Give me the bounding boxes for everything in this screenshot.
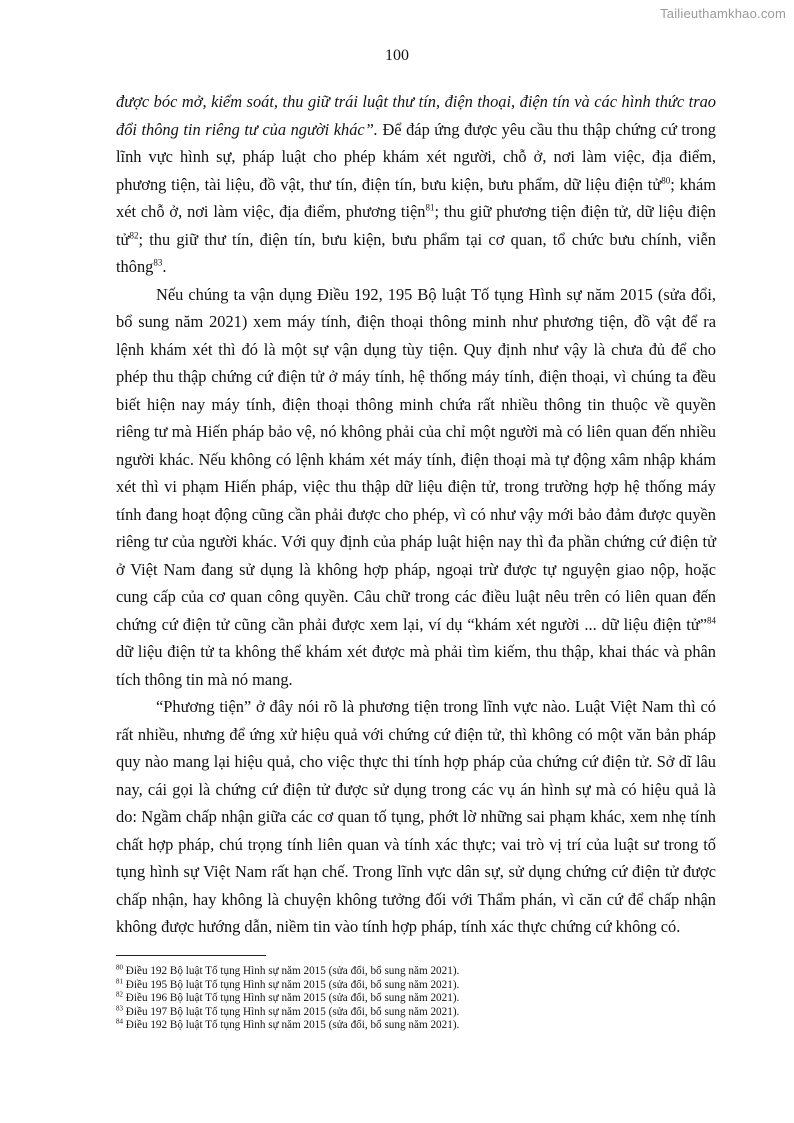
footnote-ref: 80 — [661, 175, 671, 186]
text-run: dữ liệu điện tử ta không thể khám xét được mà phải tìm kiếm, thu thập, khai thác và phân tích thông tin mà nó mang. — [116, 642, 716, 689]
quoted-text: được bóc mở, kiểm soát, thu giữ trái luật thư tín, điện thoại, điện tín và các hình thức trao đổi thông tin riêng tư của người khác”. — [116, 92, 716, 139]
page-number: 100 — [385, 47, 409, 64]
footnote-80: $^{80}$ Điều 192 Bộ luật Tố tụng Hình sự năm 2015 (sửa đổi, bổ sung năm 2021). — [116, 963, 460, 977]
footnote-separator — [116, 955, 266, 956]
text-run: “Phương tiện” ở đây nói rõ là phương tiện trong lĩnh vực nào. Luật Việt Nam thì có rất nhiều, nhưng để ứng xử hiệu quả với chứng cứ điện tử, thì không có một văn bản pháp quy nào mang lại hiệu quả, cho việc thực thi tính hợp pháp của chứng cứ điện tử. Sở dĩ lâu nay, cái gọi là chứng cứ điện tử được sử dụng trong các vụ án hình sự mà có hiệu quả là do: Ngầm chấp nhận giữa các cơ quan tố tụng, phớt lờ những sai phạm khác, xem nhẹ tính chất hợp pháp, chú trọng tính liên quan và tính xác thực; vai trò vị trí của luật sư trong tố tụng hình sự Việt Nam rất hạn chế. Trong lĩnh vực dân sự, sử dụng chứng cứ điện tử được chấp nhận, hay không là chuyện không tưởng đối với Thẩm phán, vì căn cứ để chấp nhận không được hướng dẫn, niềm tin vào tính hợp pháp, tính xác thực chứng cứ không có. — [116, 697, 716, 936]
text-run: Nếu chúng ta vận dụng Điều 192, 195 Bộ luật Tố tụng Hình sự năm 2015 (sửa đổi, bổ sung năm 2021) xem máy tính, điện thoại thông minh như phương tiện, đồ vật để ra lệnh khám xét thì đó là một sự vận dụng tùy tiện. Quy định như vậy là chưa đủ để cho phép thu thập chứng cứ điện tử ở máy tính, hệ thống máy tính, điện thoại, vì chúng ta đều biết hiện nay máy tính, điện thoại thông minh chứa rất nhiều thông tin thuộc về quyền riêng tư mà Hiến pháp bảo vệ, nó không phải của chỉ một người mà có liên quan đến nhiều người khác. Nếu không có lệnh khám xét máy tính, điện thoại mà tự động xâm nhập khám xét thì vi phạm Hiến pháp, việc thu thập dữ liệu điện tử, trong trường hợp hệ thống máy tính đang hoạt động cũng cần phải được cho phép, vì có như vậy mới bảo đảm được quyền riêng tư của người khác. Với quy định của pháp luật hiện nay thì đa phần chứng cứ điện tử ở Việt Nam đang sử dụng là không hợp pháp, ngoại trừ được tự nguyện giao nộp, hoặc cung cấp của cơ quan công quyền. Câu chữ trong các điều luật nêu trên có liên quan đến chứng cứ điện tử cũng cần phải được xem lại, ví dụ “khám xét người ... dữ liệu điện tử” — [116, 284, 716, 634]
footnotes — [116, 955, 716, 1033]
watermark: Tailieuthamkhao.com — [660, 6, 786, 21]
footnote-84: $^{84}$ Điều 192 Bộ luật Tố tụng Hình sự năm 2015 (sửa đổi, bổ sung năm 2021). — [116, 1017, 460, 1031]
paragraph-2 — [116, 281, 716, 694]
paragraph-1 — [116, 88, 716, 281]
text-run: ; thu giữ thư tín, điện tín, bưu kiện, bưu phẩm tại cơ quan, tổ chức bưu chính, viễn thông — [116, 229, 716, 276]
text-run: ; khám xét chỗ ở, nơi làm việc, địa điểm, phương tiện — [116, 174, 716, 221]
footnote-81: $^{81}$ Điều 195 Bộ luật Tố tụng Hình sự năm 2015 (sửa đổi, bổ sung năm 2021). — [116, 976, 460, 991]
paragraph-3 — [116, 693, 716, 941]
footnote-82: $^{82}$ Điều 196 Bộ luật Tố tụng Hình sự năm 2015 (sửa đổi, bổ sung năm 2021). — [116, 990, 460, 1004]
body-text — [116, 88, 716, 941]
footnote-ref: 83 — [153, 257, 163, 268]
footnote-ref: 82 — [129, 230, 139, 241]
text-run: ; thu giữ phương tiện điện tử, dữ liệu điện tử — [116, 202, 716, 249]
footnote-ref: 81 — [425, 202, 435, 213]
footnote-ref: 84 — [707, 615, 716, 626]
text-run: . — [162, 257, 167, 276]
text-run: Để đáp ứng được yêu cầu thu thập chứng cứ trong lĩnh vực hình sự, pháp luật cho phép khám xét người, chỗ ở, nơi làm việc, địa điểm, phương tiện, tài liệu, đồ vật, thư tín, điện tín, bưu kiện, bưu phẩm, dữ liệu điện tử — [116, 119, 716, 194]
footnote-83: $^{83}$ Điều 197 Bộ luật Tố tụng Hình sự năm 2015 (sửa đổi, bổ sung năm 2021). — [116, 1003, 460, 1018]
